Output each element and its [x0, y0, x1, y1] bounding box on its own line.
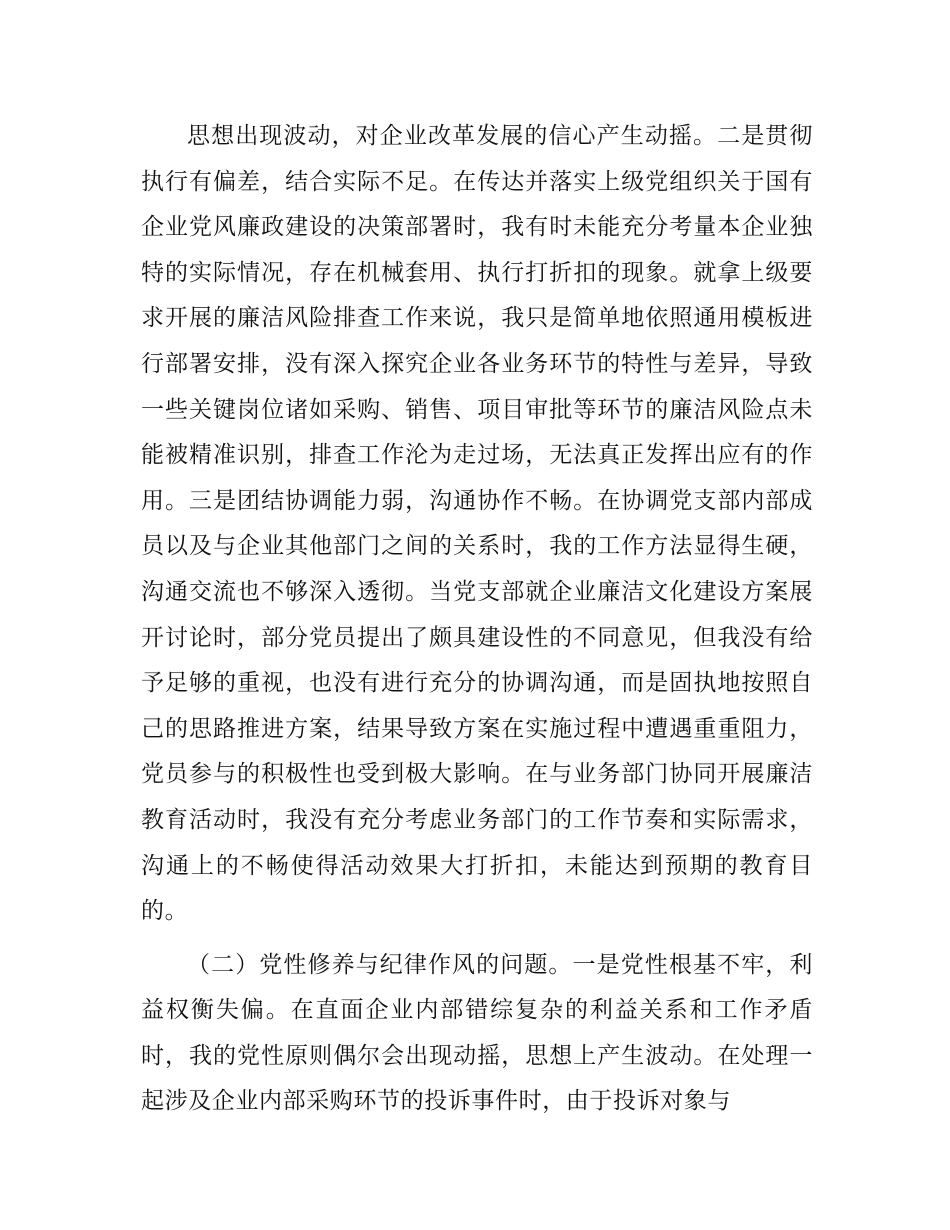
paragraph-1: 思想出现波动，对企业改革发展的信心产生动摇。二是贯彻执行有偏差，结合实际不足。在传达并落实上级党组织关于国有企业党风廉政建设的决策部署时，我有时未能充分考量本企业独特的实际情况，存在机械套用、执行打折扣的现象。就拿上级要求开展的廉洁风险排查工作来说，我只是简单地依照通用模板进行部署安排，没有深入探究企业各业务环节的特性与差异，导致一些关键岗位诸如采购、销售、项目审批等环节的廉洁风险点未能被精准识别，排查工作沦为走过场，无法真正发挥出应有的作用。三是团结协调能力弱，沟通协作不畅。在协调党支部内部成员以及与企业其他部门之间的关系时，我的工作方法显得生硬，沟通交流也不够深入透彻。当党支部就企业廉洁文化建设方案展开讨论时，部分党员提出了颇具建设性的不同意见，但我没有给予足够的重视，也没有进行充分的协调沟通，而是固执地按照自己的思路推进方案，结果导致方案在实施过程中遭遇重重阻力，党员参与的积极性也受到极大影响。在与业务部门协同开展廉洁教育活动时，我没有充分考虑业务部门的工作节奏和实际需求，沟通上的不畅使得活动效果大打折扣，未能达到预期的教育目的。 — [141, 123, 813, 925]
paragraph-2: （二）党性修养与纪律作风的问题。一是党性根基不牢，利益权衡失偏。在直面企业内部错综复杂的利益关系和工作矛盾时，我的党性原则偶尔会出现动摇，思想上产生波动。在处理一起涉及企业内部采购环节的投诉事件时，由于投诉对象与 — [141, 951, 813, 1115]
body-text — [141, 114, 813, 1125]
paragraph-gap — [141, 935, 813, 943]
